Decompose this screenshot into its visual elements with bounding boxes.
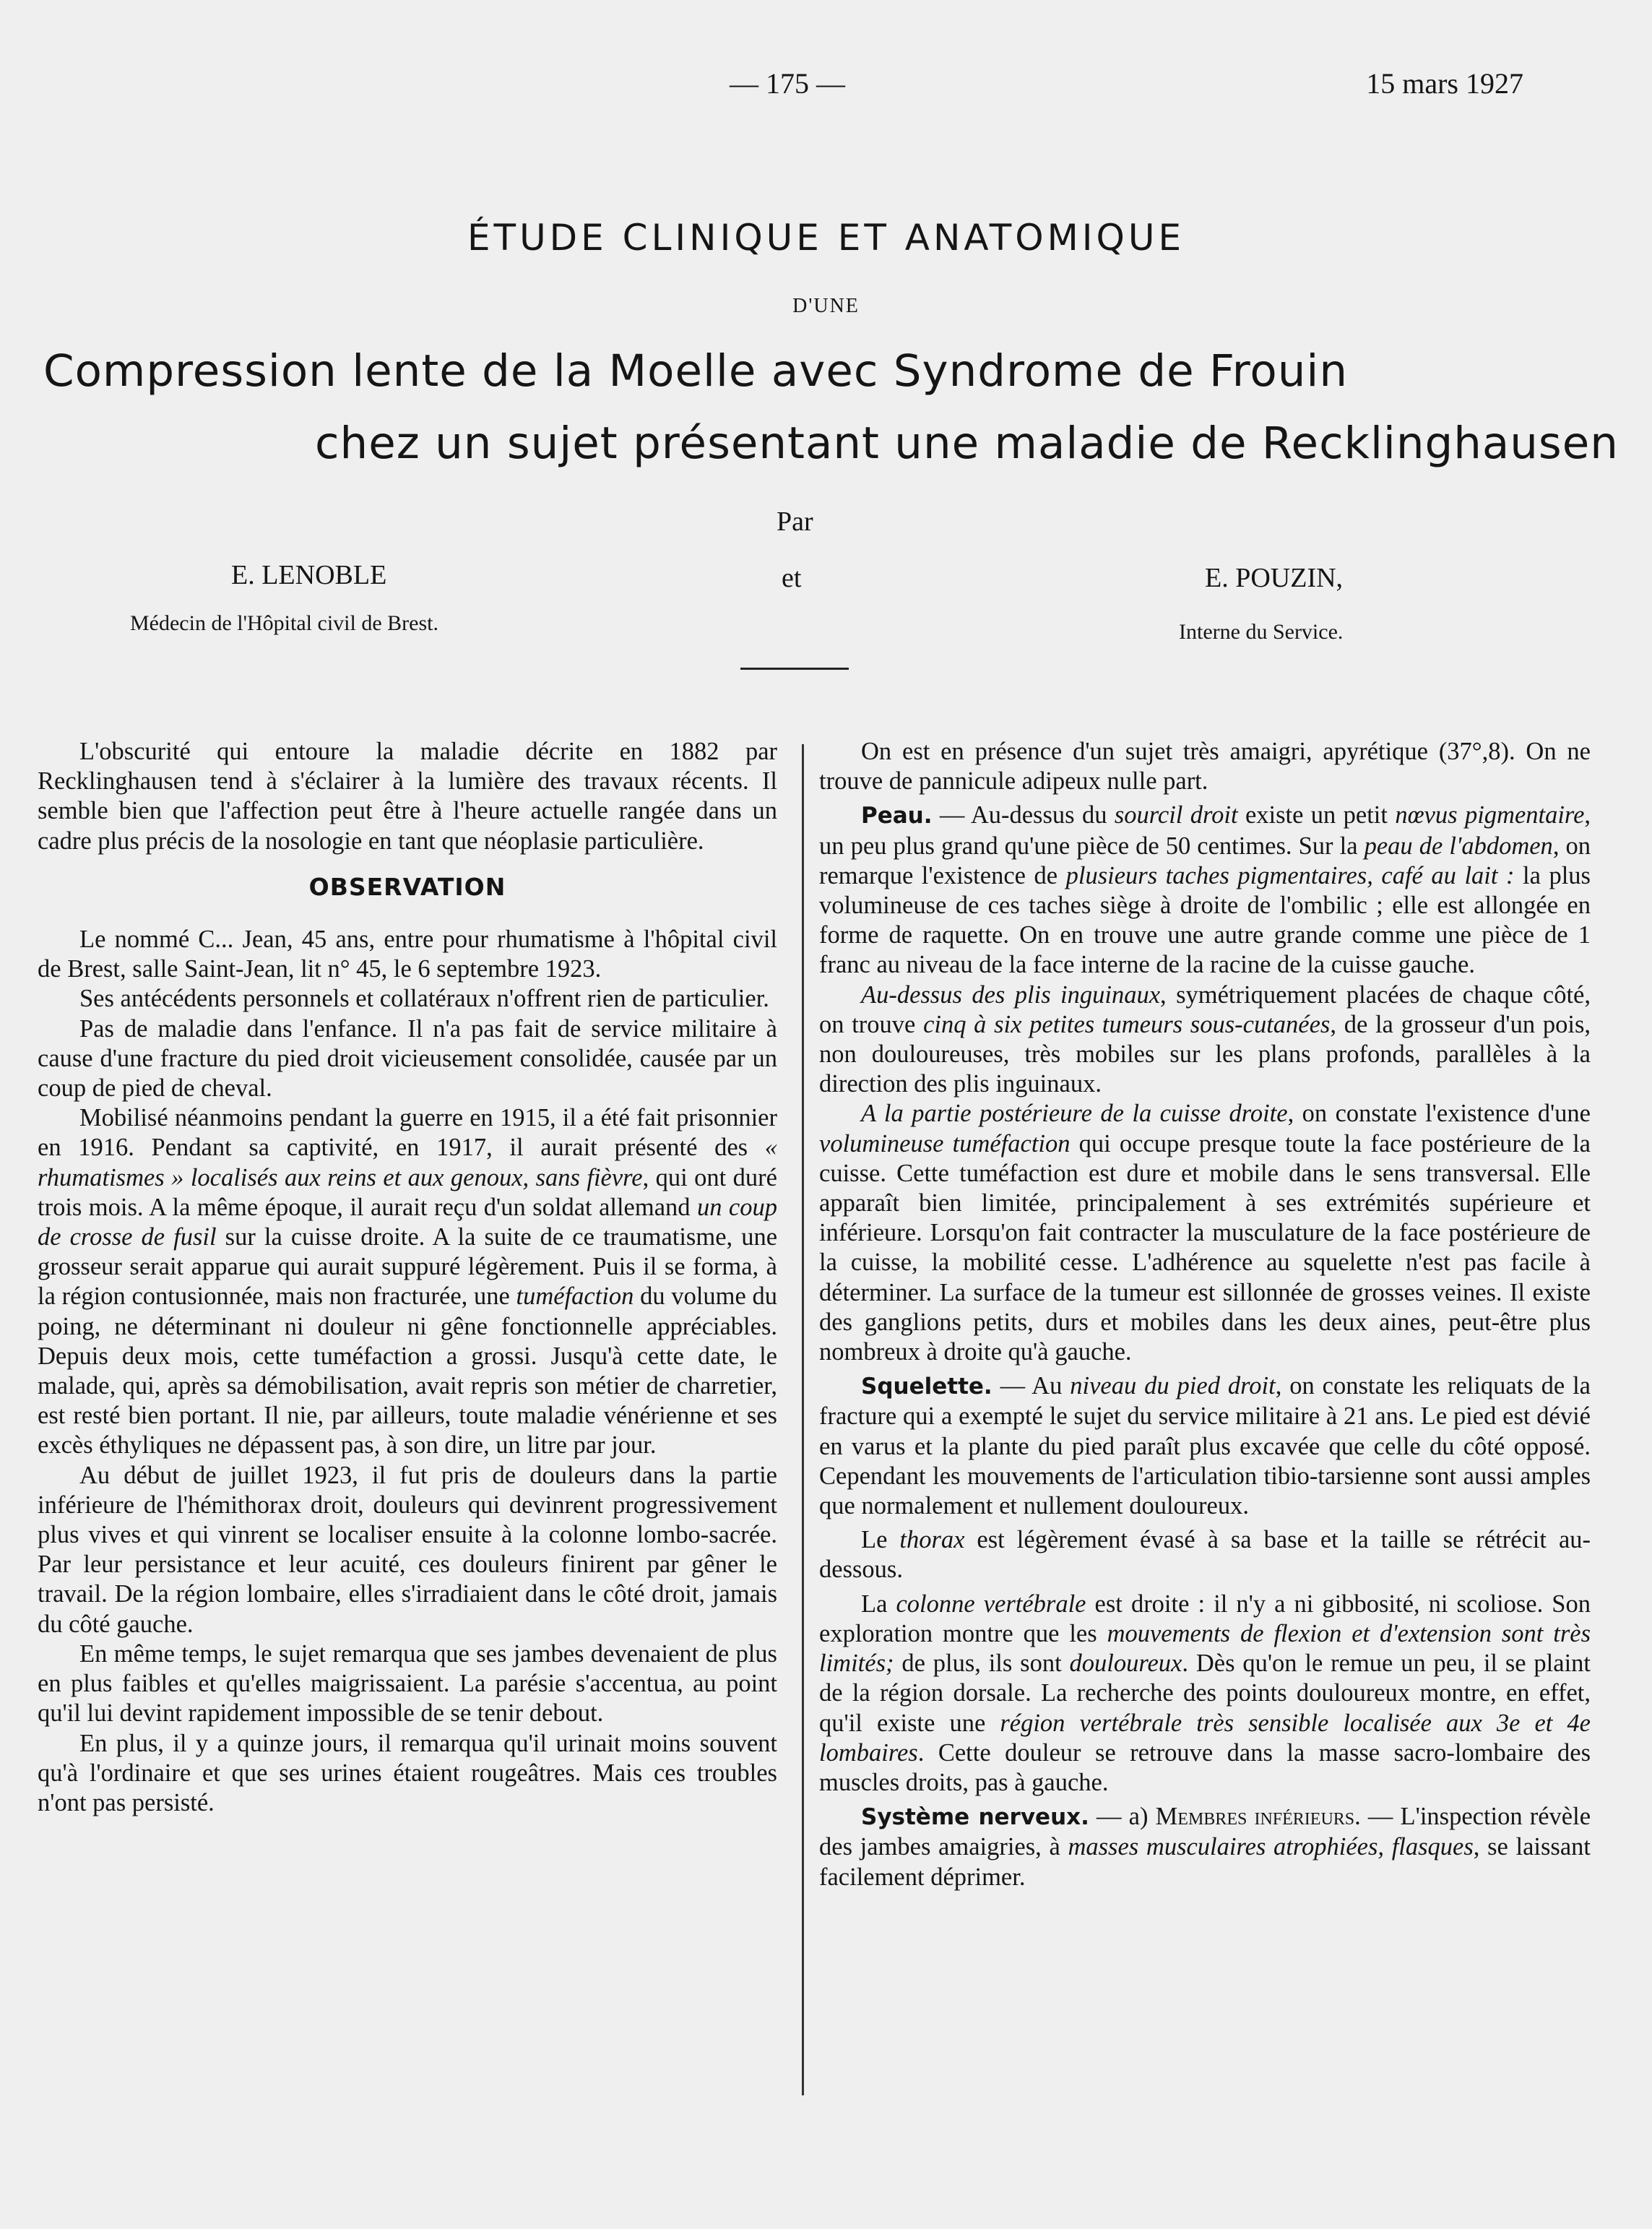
title-line-2: D'UNE [792,295,860,317]
right-column [819,737,1591,1892]
by-label: Par [777,506,813,537]
paragraph: Le nommé C... Jean, 45 ans, entre pour rhumatisme à l'hôpital civil de Brest, salle Saint-Jean, lit n° 45, le 6 septembre 1923. [38,926,777,983]
author-conjunction: et [782,563,802,593]
paragraph: A la partie postérieure de la cuisse droite, on constate l'existence d'une volumineuse tuméfaction qui occupe presque toute la face postérieure de la cuisse. Cette tuméfaction est dure et mobile dans le sens transversal. Elle apparaît bien limitée, principalement à ses extrémités supérieure et inférieure. Lorsqu'on fait contracter la musculature de la face postérieure de la cuisse, la mobilité cesse. L'adhérence au squelette n'est pas facile à déterminer. La surface de la tumeur est sillonnée de grosses veines. Il existe des ganglions petits, durs et mobiles dans les deux aines, peut-être plus nombreux à droite qu'à gauche. [819,1100,1591,1366]
author-name-2: E. POUZIN, [1205,563,1344,593]
paragraph: Le thorax est légèrement évasé à sa base et la taille se rétrécit au-dessous. [819,1526,1591,1584]
paragraph-squelette: Squelette. — Au niveau du pied droit, on constate les reliquats de la fracture qui a exempté le sujet du service militaire à 21 ans. Le pied est dévié en varus et la plante du pied paraît plus excavée que celle du côté opposé. Cependant les mouvements de l'articulation tibio-tarsienne sont aussi amples que normalement et nullement douloureux. [819,1372,1591,1520]
author-affiliation-2: Interne du Service. [1179,620,1344,644]
title-sub: chez un sujet présentant une maladie de Recklinghausen [315,418,1619,469]
paragraph: On est en présence d'un sujet très amaigri, apyrétique (37°,8). On ne trouve de pannicule adipeux nulle part. [819,738,1591,796]
paragraph: En même temps, le sujet remarqua que ses jambes devenaient de plus en plus faibles et qu'elles maigrissaient. La parésie s'accentua, au point qu'il lui devint rapidement impossible de se tenir debout. [38,1639,777,1728]
paragraph: La colonne vertébrale est droite : il n'y a ni gibbosité, ni scoliose. Son exploration montre que les mouvements de flexion et d'extension sont très limités; de plus, ils sont douloureux. Dès qu'on le remue un peu, il se plaint de la région dorsale. La recherche des points douloureux montre, en effet, qu'il existe une région vertébrale très sensible localisée aux 3e et 4e lombaires. Cette douleur se retrouve dans la masse sacro-lombaire des muscles droits, pas à gauche. [819,1590,1591,1796]
author-affiliation-1: Médecin de l'Hôpital civil de Brest. [130,611,438,635]
author-name-1: E. LENOBLE [231,560,387,590]
page-number: — 175 — [730,67,845,100]
paragraph: En plus, il y a quinze jours, il remarqua qu'il urinait moins souvent qu'à l'ordinaire et que ses urines étaient rougeâtres. Mais ces troubles n'ont pas persisté. [38,1729,777,1816]
paragraph: Ses antécédents personnels et collatéraux n'offrent rien de particulier. [79,985,769,1013]
title-main: Compression lente de la Moelle avec Syndrome de Frouin [43,345,1348,397]
paragraph-systeme-nerveux: Système nerveux. — a) Membres inférieurs. — L'inspection révèle des jambes amaigries, à masses musculaires atrophiées, flasques, se laissant facilement déprimer. [819,1803,1591,1891]
paragraph: Pas de maladie dans l'enfance. Il n'a pas fait de service militaire à cause d'une fracture du pied droit vicieusement consolidée, causée par un coup de pied de cheval. [38,1014,777,1103]
issue-date: 15 mars 1927 [1366,67,1523,100]
section-heading: OBSERVATION [308,872,506,901]
left-column [38,737,777,1818]
intro-paragraph: L'obscurité qui entoure la maladie décrite en 1882 par Recklinghausen tend à s'éclairer à la lumière des travaux récents. Il semble bien que l'affection peut être à l'heure actuelle rangée dans un cadre plus précis de la nosologie en tant que néoplasie particulière. [38,738,777,855]
title-rule [740,668,849,670]
paragraph: Au début de juillet 1923, il fut pris de douleurs dans la partie inférieure de l'hémithorax droit, douleurs qui devinrent progressivement plus vives et qui vinrent se localiser ensuite à la colonne lombo-sacrée. Par leur persistance et leur acuité, ces douleurs finirent par gêner le travail. De la région lombaire, elles s'irradiaient dans le côté droit, jamais du côté gauche. [38,1461,777,1638]
paragraph-peau: Peau. — Au-dessus du sourcil droit existe un petit nœvus pigmentaire, un peu plus grand qu'une pièce de 50 centimes. Sur la peau de l'abdomen, on remarque l'existence de plusieurs taches pigmentaires, café au lait : la plus volumineuse de ces taches siège à droite de l'ombilic ; elle est allongée en forme de raquette. On en trouve une autre grande comme une pièce de 1 franc au niveau de la face interne de la racine de la cuisse gauche. [819,801,1591,979]
column-divider [802,744,804,2095]
title-line-1: ÉTUDE CLINIQUE ET ANATOMIQUE [467,217,1185,259]
paragraph: Mobilisé néanmoins pendant la guerre en 1915, il a été fait prisonnier en 1916. Pendant sa captivité, en 1917, il aurait présenté des « rhumatismes » localisés aux reins et aux genoux, sans fièvre, qui ont duré trois mois. A la même époque, il aurait reçu d'un soldat allemand un coup de crosse de fusil sur la cuisse droite. A la suite de ce traumatisme, une grosseur serait apparue qui aurait suppuré légèrement. Puis il se forma, à la région contusionnée, mais non fracturée, une tuméfaction du volume du poing, ne déterminant ni douleur ni gêne fonctionnelle appréciables. Depuis deux mois, cette tuméfaction a grossi. Jusqu'à cette date, le malade, qui, après sa démobilisation, avait repris son métier de charretier, est resté bien portant. Il nie, par ailleurs, toute maladie vénérienne et ses excès éthyliques ne dépassent pas, à son dire, un litre par jour. [38,1104,778,1460]
paragraph: Au-dessus des plis inguinaux, symétriquement placées de chaque côté, on trouve cinq à six petites tumeurs sous-cutanées, de la grosseur d'un pois, non douloureuses, très mobiles sur les plans profonds, parallèles à la direction des plis inguinaux. [819,980,1591,1098]
